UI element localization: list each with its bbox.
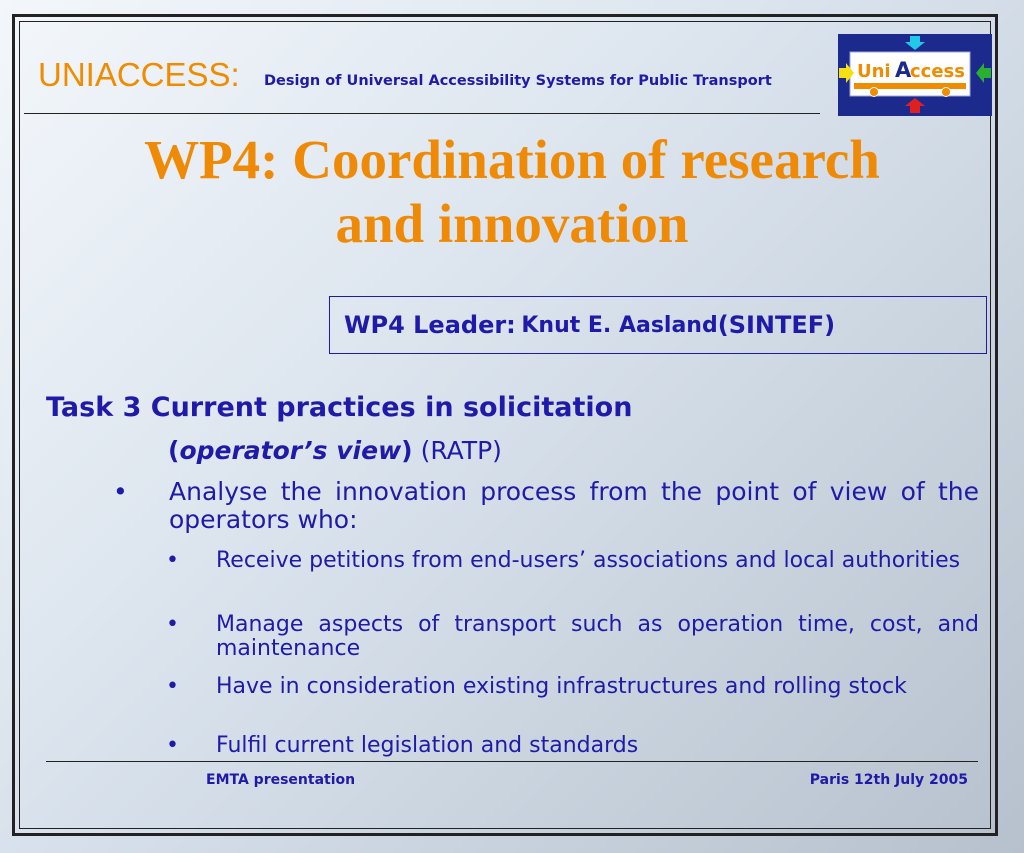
svg-text:A: A <box>895 58 912 82</box>
task-paren-open: ( <box>168 436 180 465</box>
svg-text:Uni: Uni <box>857 61 891 82</box>
bullet-icon: • <box>166 612 179 637</box>
task-heading: Task 3 Current practices in solicitation <box>46 392 633 423</box>
task-organization: (RATP) <box>420 436 502 465</box>
header-divider <box>24 113 820 114</box>
task-paren-close: ) <box>401 436 413 465</box>
sub-bullet-text: Manage aspects of transport such as operation time, cost, and maintenance <box>216 612 979 661</box>
bullet-icon: • <box>166 548 179 573</box>
sub-bullet-text: Have in consideration existing infrastructures and rolling stock <box>216 674 907 699</box>
sub-bullet <box>166 734 979 758</box>
main-bullet-text: Analyse the innovation process from the point of view of the operators who: <box>169 477 979 534</box>
footer-divider <box>46 761 978 762</box>
bullet-icon: • <box>166 733 179 758</box>
header-subtitle: Design of Universal Accessibility Systems for Public Transport <box>264 73 772 89</box>
task-view: operator’s view <box>179 436 402 465</box>
sub-bullet <box>166 675 979 699</box>
leader-name: Knut E. Aasland <box>521 312 718 338</box>
bullet-icon: • <box>166 674 179 699</box>
header-title: UNIACCESS: <box>38 56 240 93</box>
slide-title-line2: and innovation <box>335 193 689 254</box>
leader-organization: (SINTEF) <box>717 311 836 339</box>
leader-label: WP4 Leader: <box>344 311 516 339</box>
sub-bullet <box>166 549 979 573</box>
svg-text:ccess: ccess <box>910 61 965 82</box>
sub-bullet-text: Fulfil current legislation and standards <box>216 733 639 758</box>
slide-title <box>40 128 984 256</box>
bullet-icon: • <box>113 477 128 506</box>
footer-left: EMTA presentation <box>206 772 356 788</box>
main-bullet <box>113 478 979 534</box>
uniaccess-logo <box>838 34 992 116</box>
task-subheading <box>168 436 502 465</box>
wp4-leader-box <box>329 296 987 354</box>
sub-bullet-text: Receive petitions from end-users’ associations and local authorities <box>216 548 961 573</box>
sub-bullet <box>166 613 979 661</box>
slide-title-line1: WP4: Coordination of research <box>144 129 880 190</box>
footer-right: Paris 12th July 2005 <box>809 772 968 788</box>
